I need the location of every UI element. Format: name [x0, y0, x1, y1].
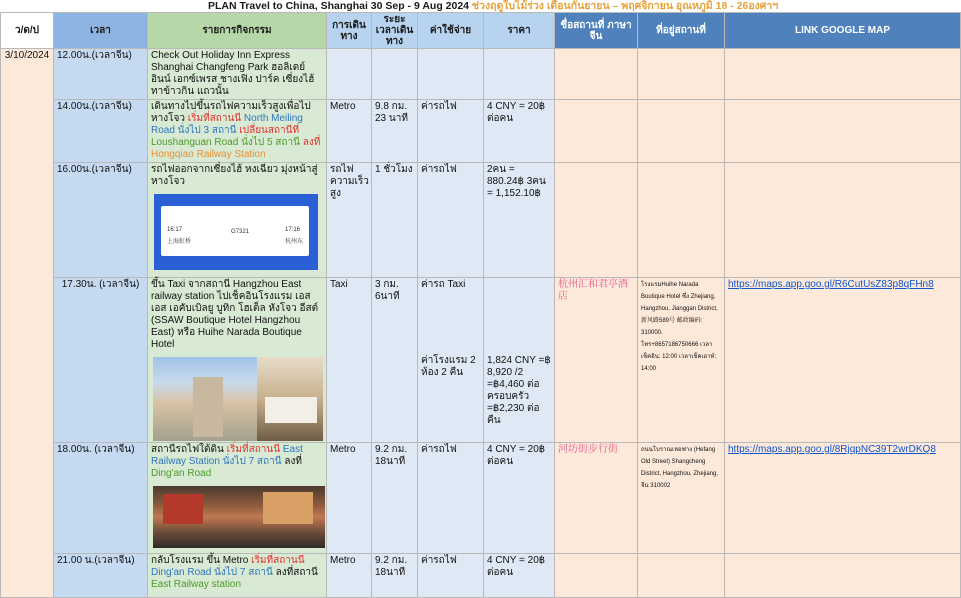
distance-cell: 9.8 กม. 23 นาที: [372, 100, 418, 163]
address-cell: โรงแรมHuihe Narada Boutique Hotel ซึ่ง Zhejiang, Hangzhou, Jianggan District, 新风路589号 邮政编码: 310000. โทร+8657186750666 เวลาเช็คอิน: 12:00 เวลาเช็คเอาท์: 14:00: [638, 278, 725, 443]
activity-text: เดินทางไปขึ้นรถไฟความเร็วสูงเพื่อไปหางโจว: [151, 101, 311, 124]
transport-cell: รถไฟความเร็วสูง: [327, 163, 372, 278]
header-time: เวลา: [54, 13, 148, 49]
distance-cell: 9.2 กม. 18นาที: [372, 554, 418, 598]
time-cell: 17.30น. (เวลาจีน): [54, 278, 148, 443]
table-row: [1, 554, 961, 598]
activity-cell: [148, 100, 327, 163]
distance-cell: [372, 49, 418, 100]
map-link-cell: [725, 163, 961, 278]
activity-station-start: North Meiling Road นั่งไป 3 สถานี: [151, 113, 303, 136]
header-map: LINK GOOGLE MAP: [725, 13, 961, 49]
expense-cell: ค่ารถไฟ: [418, 163, 484, 278]
address-cell: [638, 163, 725, 278]
activity-start-label: เริ่มที่สถานนี: [187, 113, 244, 124]
activity-station-end: Ding'an Road: [151, 468, 212, 479]
expense-cell: [418, 278, 484, 443]
price-cell: [484, 49, 555, 100]
activity-text: รถไฟออกจากเซี่ยงไฮ้ หงเฉียว มุ่งหน้าสู่ หางโจว: [151, 164, 318, 187]
map-link-cell[interactable]: [725, 278, 961, 443]
map-link[interactable]: https://maps.app.goo.gl/8RjqpNC39T2wrDKQ8: [728, 444, 936, 455]
ticket-dep-station: 上海虹桥: [167, 239, 192, 245]
street-image: [153, 486, 325, 548]
header-cn-name: ชื่อสถานที่ ภาษาจีน: [555, 13, 638, 49]
expense-hotel: ค่าโรงแรม 2 ห้อง 2 คืน: [421, 355, 476, 378]
ticket-arr-time: 17:16: [285, 227, 301, 233]
cn-name-cell: [555, 100, 638, 163]
expense-cell: ค่ารถไฟ: [418, 554, 484, 598]
distance-cell: 9.2 กม. 18นาที: [372, 443, 418, 554]
time-cell: 16.00น.(เวลาจีน): [54, 163, 148, 278]
table-row: [1, 278, 961, 443]
time-cell: 12.00น.(เวลาจีน): [54, 49, 148, 100]
table-row: [1, 163, 961, 278]
activity-station-end: East Railway station: [151, 579, 242, 590]
activity-end-label: ลงที่: [284, 456, 302, 467]
time-cell: 18.00น. (เวลาจีน): [54, 443, 148, 554]
date-cell: 3/10/2024: [1, 49, 54, 598]
table-row: [1, 443, 961, 554]
cn-name-cell: [555, 163, 638, 278]
time-cell: 21.00 น.(เวลาจีน): [54, 554, 148, 598]
transport-cell: Taxi: [327, 278, 372, 443]
title-note: ช่วงฤดูใบไม้ร่วง เดือนกันยายน – พฤศจิกายน อุณหภูมิ 18 - 26องศาฯ: [469, 0, 779, 12]
time-cell: 14.00น.(เวลาจีน): [54, 100, 148, 163]
table-row: [1, 100, 961, 163]
ticket-train-no: G7321: [231, 229, 250, 235]
activity-start-label: เริ่มที่สถานนี: [251, 555, 305, 566]
distance-cell: 3 กม. 6นาที: [372, 278, 418, 443]
address-cell: [638, 100, 725, 163]
activity-end-label: ลงที่สถานี: [275, 567, 318, 578]
header-price: ราคา: [484, 13, 555, 49]
activity-station-start: East Railway Station นั่งไป 7 สถานี: [151, 444, 303, 467]
activity-cell: [148, 443, 327, 554]
ticket-dep-time: 16:17: [167, 227, 183, 233]
activity-station-start: Ding'an Road นั่งไป 7 สถานี: [151, 567, 276, 578]
map-link-cell[interactable]: [725, 443, 961, 554]
hotel-image: [153, 357, 323, 441]
distance-cell: 1 ชั่วโมง: [372, 163, 418, 278]
transport-cell: Metro: [327, 554, 372, 598]
header-expense: ค่าใช้จ่าย: [418, 13, 484, 49]
price-cell: 4 CNY = 20฿ ต่อคน: [484, 100, 555, 163]
ticket-arr-station: 杭州东: [285, 239, 304, 245]
activity-text: ขึ้น Taxi จากสถานี Hangzhou East railway station ไปเช็คอินโรงแรม เอสเอส เอคับเบิลยู บูทิก โฮเต็ล หังโจว อีสต์ (SSAW Boutique Hotel Hangzhou East) หรือ Huihe Narada Boutique Hotel: [151, 279, 319, 350]
cn-name-cell: [555, 49, 638, 100]
activity-station-transfer: Loushanguan Road นั่งไป 5 สถานี: [151, 137, 303, 148]
itinerary-table: [0, 12, 961, 598]
transport-cell: Metro: [327, 100, 372, 163]
address-cell: ถนนโบราณเหอฟาง (Hefang Old Street) Shangcheng District, Hangzhou, Zhejiang, จีน 310002: [638, 443, 725, 554]
expense-cell: [418, 49, 484, 100]
header-row: [1, 13, 961, 49]
address-cell: [638, 554, 725, 598]
title-main: PLAN Travel to China, Shanghai 30 Sep - 9 Aug 2024: [208, 0, 470, 12]
header-activity: รายการกิจกรรม: [148, 13, 327, 49]
activity-text: กลับโรงแรม ขึ้น Metro: [151, 555, 252, 566]
map-link-cell: [725, 554, 961, 598]
expense-cell: ค่ารถไฟ: [418, 443, 484, 554]
activity-cell: Check Out Holiday Inn Express Shanghai Changfeng Park ฮอลิเดย์ อินน์ เอกซ์เพรส ชางเฟิง ปาร์ค เซี่ยงไฮ้ ทาข้าวกิน แถวนั้น: [148, 49, 327, 100]
activity-text: สถานีรถไฟใต้ดิน: [151, 444, 227, 455]
price-cell: [484, 278, 555, 443]
activity-transfer-label: เปลี่ยนสถานีที่: [239, 125, 300, 136]
address-cell: [638, 49, 725, 100]
activity-cell: [148, 278, 327, 443]
header-date: ว/ด/ป: [1, 13, 54, 49]
cn-name-cell: 杭州汇和君亭酒店: [555, 278, 638, 443]
table-row: [1, 49, 961, 100]
expense-cell: ค่ารถไฟ: [418, 100, 484, 163]
map-link-cell: [725, 100, 961, 163]
sheet-title: [0, 0, 960, 12]
map-link-cell[interactable]: [725, 49, 961, 100]
cn-name-cell: [555, 554, 638, 598]
transport-cell: Metro: [327, 443, 372, 554]
price-cell: 4 CNY = 20฿ ต่อคน: [484, 554, 555, 598]
transport-cell: [327, 49, 372, 100]
expense-taxi: ค่ารถ Taxi: [421, 279, 466, 290]
price-cell: 4 CNY = 20฿ ต่อคน: [484, 443, 555, 554]
header-distance: ระยะเวลาเดินทาง: [372, 13, 418, 49]
activity-end-label: ลงที่: [302, 137, 321, 148]
price-hotel: 1,824 CNY =฿ 8,920 /2 =฿4,460 ต่อครอบครัว =฿2,230 ต่อคืน: [487, 355, 551, 426]
header-address: ที่อยู่สถานที่: [638, 13, 725, 49]
activity-start-label: เริ่มที่สถานนี: [226, 444, 283, 455]
cn-name-cell: 河坊街步行街: [555, 443, 638, 554]
map-link[interactable]: https://maps.app.goo.gl/R6CutUsZ83p8qFHn8: [728, 279, 934, 290]
activity-cell: [148, 554, 327, 598]
train-ticket-image: [151, 194, 323, 270]
header-transport: การเดินทาง: [327, 13, 372, 49]
activity-cell: [148, 163, 327, 278]
activity-station-end: Hongqiao Railway Station: [151, 149, 266, 160]
price-cell: 2คน = 880.24฿ 3คน = 1,152.10฿: [484, 163, 555, 278]
